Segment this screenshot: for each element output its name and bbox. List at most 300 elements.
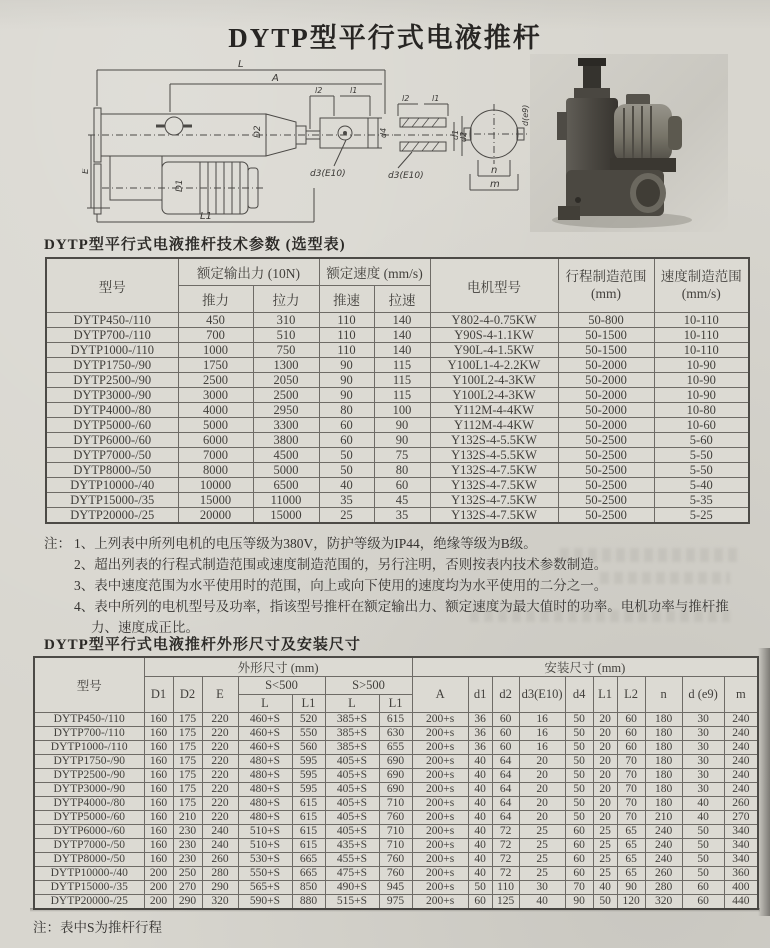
notes-block: [44, 533, 744, 638]
value-cell: 110: [319, 343, 374, 358]
value-cell: 50-2500: [558, 493, 654, 508]
value-cell: 90: [374, 418, 430, 433]
value-cell: 530+S: [238, 853, 292, 867]
model-cell: DYTP10000-/40: [46, 478, 178, 493]
value-cell: 200+s: [412, 797, 468, 811]
value-cell: 515+S: [325, 895, 379, 910]
value-cell: 60: [492, 713, 519, 727]
col-header-D2: D2: [173, 677, 202, 713]
model-cell: DYTP4000-/80: [46, 403, 178, 418]
value-cell: 510+S: [238, 825, 292, 839]
value-cell: 35: [319, 493, 374, 508]
value-cell: 175: [173, 783, 202, 797]
value-cell: Y802-4-0.75KW: [430, 313, 558, 328]
value-cell: 50: [682, 825, 724, 839]
dim-label-l1: l1: [350, 86, 358, 95]
col-header-n: n: [645, 677, 682, 713]
value-cell: 460+S: [238, 741, 292, 755]
value-cell: 5-35: [654, 493, 749, 508]
value-cell: 64: [492, 811, 519, 825]
dim-label-m: m: [490, 179, 500, 190]
value-cell: 160: [144, 713, 173, 727]
value-cell: 60: [319, 418, 374, 433]
value-cell: Y132S-4-5.5KW: [430, 448, 558, 463]
value-cell: 3300: [253, 418, 319, 433]
value-cell: 240: [645, 839, 682, 853]
table-row: [34, 755, 758, 769]
value-cell: 70: [617, 797, 645, 811]
col-header-L1-gt: L1: [379, 695, 412, 713]
value-cell: 180: [645, 741, 682, 755]
col-header-install-group: 安装尺寸 (mm): [412, 657, 758, 677]
dim-label-de9: d(e9): [521, 104, 530, 126]
value-cell: 220: [202, 741, 238, 755]
value-cell: 115: [374, 388, 430, 403]
table-row: [46, 343, 749, 358]
value-cell: 50: [682, 853, 724, 867]
value-cell: 160: [144, 769, 173, 783]
value-cell: Y90L-4-1.5KW: [430, 343, 558, 358]
stroke-range-line2: (mm): [591, 285, 621, 301]
model-cell: DYTP700-/110: [34, 727, 144, 741]
value-cell: 975: [379, 895, 412, 910]
value-cell: 180: [645, 713, 682, 727]
table-row: [34, 811, 758, 825]
value-cell: 180: [645, 727, 682, 741]
value-cell: 40: [682, 811, 724, 825]
value-cell: 220: [202, 783, 238, 797]
value-cell: 90: [374, 433, 430, 448]
note-item-2: 2、超出列表的行程式制造范围或速度制造范围的，另行注明，否则按表内技术参数制造。: [74, 557, 608, 572]
value-cell: 520: [292, 713, 325, 727]
value-cell: 200+s: [412, 839, 468, 853]
value-cell: 70: [565, 881, 593, 895]
col-header-E: E: [202, 677, 238, 713]
model-cell: DYTP7000-/50: [46, 448, 178, 463]
value-cell: 16: [519, 727, 565, 741]
value-cell: 560: [292, 741, 325, 755]
value-cell: 25: [593, 867, 617, 881]
dim-label-L: L: [238, 59, 244, 70]
dim-label-l2: l2: [315, 86, 323, 95]
dimension-table: [33, 656, 759, 910]
value-cell: 60: [565, 839, 593, 853]
model-cell: DYTP20000-/25: [46, 508, 178, 524]
value-cell: 240: [202, 839, 238, 853]
value-cell: 36: [468, 713, 492, 727]
col-header-s-lt-500: S<500: [238, 677, 325, 695]
value-cell: 20: [593, 797, 617, 811]
value-cell: 25: [519, 839, 565, 853]
dim-label-n: n: [491, 165, 498, 176]
value-cell: 60: [468, 895, 492, 910]
value-cell: 160: [144, 783, 173, 797]
value-cell: 180: [645, 783, 682, 797]
value-cell: 50-2500: [558, 448, 654, 463]
value-cell: 5-60: [654, 433, 749, 448]
model-cell: DYTP20000-/25: [34, 895, 144, 910]
value-cell: 385+S: [325, 741, 379, 755]
value-cell: 220: [202, 755, 238, 769]
value-cell: 50: [565, 811, 593, 825]
value-cell: 64: [492, 797, 519, 811]
model-cell: DYTP7000-/50: [34, 839, 144, 853]
value-cell: 220: [202, 713, 238, 727]
table-row: [34, 895, 758, 910]
model-cell: DYTP700-/110: [46, 328, 178, 343]
dim-label-section-d2: d2: [459, 131, 468, 142]
value-cell: 690: [379, 755, 412, 769]
model-cell: DYTP6000-/60: [46, 433, 178, 448]
table-row: [46, 403, 749, 418]
col-header-d1: d1: [468, 677, 492, 713]
value-cell: 25: [593, 839, 617, 853]
value-cell: 490+S: [325, 881, 379, 895]
value-cell: 60: [492, 727, 519, 741]
value-cell: 35: [374, 508, 430, 524]
col-header-A: A: [412, 677, 468, 713]
value-cell: 290: [202, 881, 238, 895]
value-cell: 65: [617, 839, 645, 853]
col-header-push-speed: 推速: [319, 286, 374, 313]
value-cell: 40: [519, 895, 565, 910]
col-header-d2: d2: [492, 677, 519, 713]
model-cell: DYTP4000-/80: [34, 797, 144, 811]
value-cell: 10-110: [654, 313, 749, 328]
product-photo-art: [530, 54, 728, 232]
value-cell: Y132S-4-5.5KW: [430, 433, 558, 448]
value-cell: 60: [492, 741, 519, 755]
note-item-4: 4、表中所列的电机型号及功率，指该型号推杆在额定输出力、额定速度为最大值时的功率。电机功率与推杆推力、速度成正比。: [74, 599, 729, 635]
product-photo: [530, 54, 728, 232]
table-row: [34, 881, 758, 895]
value-cell: 10-60: [654, 418, 749, 433]
value-cell: 20: [593, 783, 617, 797]
value-cell: 710: [379, 825, 412, 839]
table-row: [34, 839, 758, 853]
value-cell: 50: [565, 783, 593, 797]
value-cell: 65: [617, 867, 645, 881]
value-cell: 70: [617, 755, 645, 769]
model-cell: DYTP5000-/60: [46, 418, 178, 433]
value-cell: 50-2000: [558, 358, 654, 373]
col-header-rated-force: 额定输出力 (10N): [178, 258, 319, 286]
value-cell: 10-80: [654, 403, 749, 418]
value-cell: 20: [519, 755, 565, 769]
value-cell: 90: [319, 358, 374, 373]
section-title-specs: DYTP型平行式电液推杆技术参数 (选型表): [44, 237, 346, 253]
table-row: [34, 825, 758, 839]
value-cell: 60: [617, 727, 645, 741]
value-cell: 200+s: [412, 783, 468, 797]
value-cell: 40: [468, 755, 492, 769]
col-header-L1-install: L1: [593, 677, 617, 713]
value-cell: 400: [724, 881, 758, 895]
value-cell: 36: [468, 727, 492, 741]
value-cell: 290: [173, 895, 202, 910]
value-cell: 40: [319, 478, 374, 493]
model-cell: DYTP15000-/35: [34, 881, 144, 895]
value-cell: 385+S: [325, 727, 379, 741]
value-cell: 320: [645, 895, 682, 910]
value-cell: 30: [682, 783, 724, 797]
value-cell: Y132S-4-7.5KW: [430, 508, 558, 524]
value-cell: Y100L1-4-2.2KW: [430, 358, 558, 373]
value-cell: 480+S: [238, 811, 292, 825]
value-cell: 2950: [253, 403, 319, 418]
table-row: [34, 741, 758, 755]
dim-label-section-d1: d1: [451, 129, 460, 140]
value-cell: 70: [617, 769, 645, 783]
value-cell: 230: [173, 839, 202, 853]
value-cell: 70: [617, 811, 645, 825]
table-row: [46, 358, 749, 373]
col-header-L1-lt: L1: [292, 695, 325, 713]
value-cell: 50-2500: [558, 433, 654, 448]
value-cell: 40: [468, 839, 492, 853]
value-cell: 750: [253, 343, 319, 358]
value-cell: 50: [565, 713, 593, 727]
value-cell: 50: [319, 448, 374, 463]
value-cell: 50: [593, 895, 617, 910]
value-cell: 615: [292, 825, 325, 839]
value-cell: Y112M-4-4KW: [430, 403, 558, 418]
value-cell: 140: [374, 343, 430, 358]
value-cell: 10-110: [654, 343, 749, 358]
value-cell: 240: [724, 769, 758, 783]
value-cell: 25: [593, 853, 617, 867]
value-cell: 240: [724, 783, 758, 797]
value-cell: 50-1500: [558, 343, 654, 358]
bottom-note: 注：表中S为推杆行程: [33, 920, 163, 935]
value-cell: 6000: [178, 433, 253, 448]
value-cell: 60: [374, 478, 430, 493]
value-cell: 760: [379, 811, 412, 825]
value-cell: 850: [292, 881, 325, 895]
value-cell: 615: [379, 713, 412, 727]
value-cell: 240: [724, 755, 758, 769]
value-cell: 240: [724, 727, 758, 741]
value-cell: 20: [593, 741, 617, 755]
value-cell: 60: [565, 853, 593, 867]
value-cell: 175: [173, 741, 202, 755]
col-header-L-lt: L: [238, 695, 292, 713]
value-cell: 40: [593, 881, 617, 895]
value-cell: 70: [617, 783, 645, 797]
value-cell: 50-2000: [558, 418, 654, 433]
value-cell: 50-2000: [558, 388, 654, 403]
col-header-rated-speed: 额定速度 (mm/s): [319, 258, 430, 286]
value-cell: 64: [492, 783, 519, 797]
table-row: [46, 448, 749, 463]
value-cell: 60: [682, 881, 724, 895]
value-cell: 90: [319, 388, 374, 403]
value-cell: 160: [144, 811, 173, 825]
value-cell: 50: [565, 727, 593, 741]
table-row: [46, 328, 749, 343]
col-header-d4: d4: [565, 677, 593, 713]
dim-label-D2: D2: [253, 125, 263, 138]
value-cell: 20: [519, 811, 565, 825]
value-cell: 480+S: [238, 755, 292, 769]
value-cell: 110: [319, 313, 374, 328]
table-row: [46, 388, 749, 403]
table-row: [46, 433, 749, 448]
value-cell: 160: [144, 797, 173, 811]
value-cell: 480+S: [238, 783, 292, 797]
value-cell: 175: [173, 769, 202, 783]
value-cell: 65: [617, 853, 645, 867]
value-cell: 20: [519, 783, 565, 797]
value-cell: 240: [645, 853, 682, 867]
value-cell: 595: [292, 755, 325, 769]
col-header-model: 型号: [34, 657, 144, 713]
col-header-motor: 电机型号: [430, 258, 558, 313]
value-cell: 450: [178, 313, 253, 328]
value-cell: 550: [292, 727, 325, 741]
table-row: [46, 493, 749, 508]
value-cell: 60: [565, 867, 593, 881]
value-cell: 11000: [253, 493, 319, 508]
col-header-outline-group: 外形尺寸 (mm): [144, 657, 412, 677]
model-cell: DYTP1000-/110: [34, 741, 144, 755]
value-cell: 80: [374, 463, 430, 478]
value-cell: 595: [292, 783, 325, 797]
value-cell: 50: [565, 769, 593, 783]
value-cell: 5000: [178, 418, 253, 433]
value-cell: 160: [144, 825, 173, 839]
value-cell: 945: [379, 881, 412, 895]
value-cell: 64: [492, 755, 519, 769]
value-cell: 72: [492, 867, 519, 881]
value-cell: 140: [374, 313, 430, 328]
col-header-model: 型号: [46, 258, 178, 313]
value-cell: 240: [724, 741, 758, 755]
value-cell: 40: [468, 825, 492, 839]
value-cell: 7000: [178, 448, 253, 463]
value-cell: 65: [617, 825, 645, 839]
model-cell: DYTP1750-/90: [46, 358, 178, 373]
table-row: [46, 463, 749, 478]
value-cell: 60: [565, 825, 593, 839]
value-cell: 40: [468, 769, 492, 783]
value-cell: 160: [144, 853, 173, 867]
value-cell: 60: [617, 741, 645, 755]
value-cell: 30: [682, 769, 724, 783]
value-cell: 160: [144, 727, 173, 741]
table-row: [34, 797, 758, 811]
value-cell: 880: [292, 895, 325, 910]
col-header-D1: D1: [144, 677, 173, 713]
notes-prefix: 注：: [44, 536, 71, 551]
note-item-1: 1、上列表中所列电机的电压等级为380V，防护等级为IP44，绝缘等级为B级。: [74, 536, 537, 551]
value-cell: 75: [374, 448, 430, 463]
value-cell: 120: [617, 895, 645, 910]
dim-label-A: A: [272, 73, 279, 84]
value-cell: 50-2000: [558, 373, 654, 388]
value-cell: 110: [319, 328, 374, 343]
value-cell: 340: [724, 853, 758, 867]
value-cell: 270: [724, 811, 758, 825]
value-cell: 665: [292, 867, 325, 881]
value-cell: 40: [468, 797, 492, 811]
value-cell: 50-800: [558, 313, 654, 328]
value-cell: 30: [682, 713, 724, 727]
model-cell: DYTP450-/110: [46, 313, 178, 328]
value-cell: 260: [724, 797, 758, 811]
value-cell: 45: [374, 493, 430, 508]
value-cell: 50: [682, 867, 724, 881]
value-cell: 630: [379, 727, 412, 741]
value-cell: 210: [645, 811, 682, 825]
model-cell: DYTP8000-/50: [46, 463, 178, 478]
value-cell: 405+S: [325, 797, 379, 811]
value-cell: 615: [292, 811, 325, 825]
value-cell: 50: [682, 839, 724, 853]
value-cell: 4000: [178, 403, 253, 418]
value-cell: 510+S: [238, 839, 292, 853]
col-header-d-e9: d (e9): [682, 677, 724, 713]
value-cell: 60: [682, 895, 724, 910]
value-cell: 710: [379, 797, 412, 811]
model-cell: DYTP1750-/90: [34, 755, 144, 769]
value-cell: 200: [144, 881, 173, 895]
value-cell: 440: [724, 895, 758, 910]
value-cell: 550+S: [238, 867, 292, 881]
dim-label-section-d3: d3(E10): [388, 171, 424, 181]
value-cell: 40: [468, 783, 492, 797]
value-cell: Y90S-4-1.1KW: [430, 328, 558, 343]
value-cell: 10-90: [654, 388, 749, 403]
value-cell: 20: [593, 755, 617, 769]
value-cell: 690: [379, 783, 412, 797]
value-cell: 8000: [178, 463, 253, 478]
value-cell: 50: [565, 755, 593, 769]
value-cell: 50-2500: [558, 463, 654, 478]
model-cell: DYTP1000-/110: [46, 343, 178, 358]
value-cell: 200+s: [412, 755, 468, 769]
model-cell: DYTP3000-/90: [34, 783, 144, 797]
value-cell: Y100L2-4-3KW: [430, 388, 558, 403]
value-cell: 30: [519, 881, 565, 895]
model-cell: DYTP6000-/60: [34, 825, 144, 839]
value-cell: 175: [173, 755, 202, 769]
value-cell: 385+S: [325, 713, 379, 727]
value-cell: 25: [519, 853, 565, 867]
value-cell: 80: [319, 403, 374, 418]
value-cell: 220: [202, 769, 238, 783]
table-row: [46, 418, 749, 433]
value-cell: 200: [144, 867, 173, 881]
value-cell: 100: [374, 403, 430, 418]
value-cell: 6500: [253, 478, 319, 493]
value-cell: 240: [645, 825, 682, 839]
model-cell: DYTP15000-/35: [46, 493, 178, 508]
stroke-range-line1: 行程制造范围: [565, 268, 647, 284]
note-item-3: 3、表中速度范围为水平使用时的范围，向上或向下使用的速度均为水平使用的二分之一。: [74, 578, 608, 593]
speed-range-line1: 速度制造范围: [660, 268, 742, 284]
speed-range-line2: (mm/s): [681, 285, 721, 301]
page-title: DYTP型平行式电液推杆: [228, 23, 542, 53]
value-cell: 20: [593, 811, 617, 825]
value-cell: 590+S: [238, 895, 292, 910]
value-cell: 240: [202, 825, 238, 839]
table-row: [34, 853, 758, 867]
value-cell: 700: [178, 328, 253, 343]
value-cell: 160: [144, 755, 173, 769]
value-cell: 64: [492, 769, 519, 783]
value-cell: 16: [519, 741, 565, 755]
